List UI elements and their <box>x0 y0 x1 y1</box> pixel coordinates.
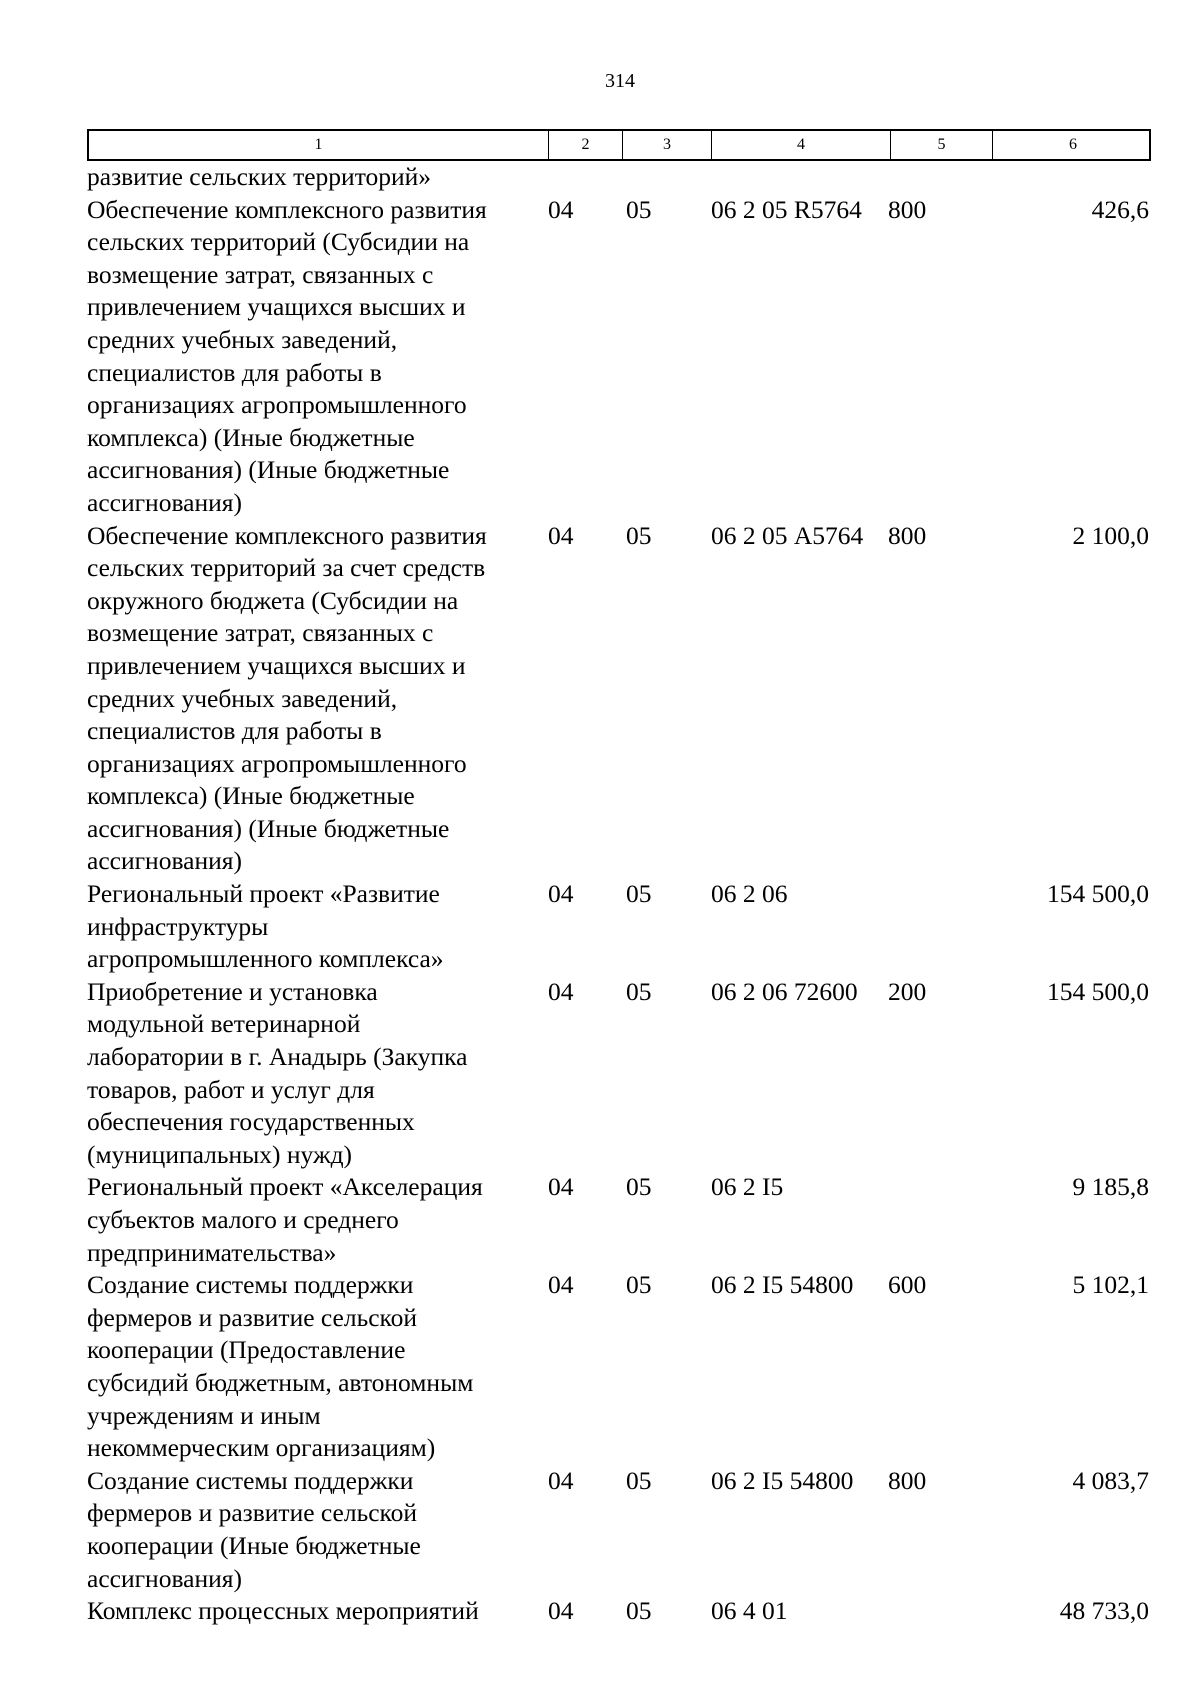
row-target-article: 06 2 I5 54800 <box>711 1270 854 1300</box>
row-subsection: 05 <box>626 976 652 1006</box>
row-name: Региональный проект «Развитие инфраструктуры агропромышленного комплекса» <box>87 879 444 974</box>
row-expense-type <box>888 1171 990 1269</box>
row-subsection: 05 <box>626 194 652 224</box>
row-name: Комплекс процессных мероприятий <box>87 1596 479 1626</box>
table-row <box>87 1595 1151 1628</box>
row-name: Обеспечение комплексного развития сельских территорий за счет средств окружного бюджета (Субсидии на возмещение затрат, связанных с привлечением учащихся высших и средних учебных заведений, специалистов для работы в организациях агропромышленного комплекса) (Иные бюджетные ассигнования) (Иные бюджетные ассигнования) <box>87 520 487 876</box>
row-target-article: 06 2 05 А5764 <box>711 520 864 550</box>
row-expense-type: 800 <box>888 194 927 224</box>
row-section: 04 <box>548 1270 574 1300</box>
row-amount: 9 185,8 <box>1072 1172 1149 1202</box>
table-row <box>87 1465 1151 1595</box>
row-target-article: 06 2 06 72600 <box>711 976 858 1006</box>
row-section: 04 <box>548 879 574 909</box>
row-expense-type <box>888 1595 990 1628</box>
row-subsection: 05 <box>626 1596 652 1626</box>
row-expense-type: 600 <box>888 1270 927 1300</box>
row-section: 04 <box>548 1465 574 1495</box>
row-name: развитие сельских территорий» <box>87 162 432 191</box>
row-expense-type: 800 <box>888 520 927 550</box>
row-amount: 4 083,7 <box>1072 1465 1149 1495</box>
row-target-article: 06 2 I5 54800 <box>711 1465 854 1495</box>
table-row <box>87 161 1151 194</box>
page-number: 314 <box>605 70 635 92</box>
row-name: Региональный проект «Акселерация субъектов малого и среднего предпринимательства» <box>87 1172 483 1267</box>
table-row <box>87 1269 1151 1465</box>
table-row <box>87 878 1151 976</box>
header-col-2: 2 <box>548 131 622 159</box>
row-name: Обеспечение комплексного развития сельских территорий (Субсидии на возмещение затрат, связанных с привлечением учащихся высших и средних учебных заведений, специалистов для работы в организациях агропромышленного комплекса) (Иные бюджетные ассигнования) (Иные бюджетные ассигнования) <box>87 194 487 517</box>
row-expense-type: 800 <box>888 1465 927 1495</box>
header-col-3: 3 <box>622 131 711 159</box>
row-amount: 2 100,0 <box>1072 520 1149 550</box>
table-row <box>87 976 1151 1172</box>
table-row <box>87 1171 1151 1269</box>
row-subsection <box>620 161 709 194</box>
table-row <box>87 520 1151 879</box>
row-section: 04 <box>548 1596 574 1626</box>
row-amount: 154 500,0 <box>1047 879 1149 909</box>
table-body <box>87 161 1151 1628</box>
row-subsection: 05 <box>626 520 652 550</box>
budget-table <box>87 129 1151 1628</box>
row-amount: 48 733,0 <box>1059 1596 1149 1626</box>
row-target-article: 06 4 01 <box>711 1596 788 1626</box>
header-col-4: 4 <box>711 131 890 159</box>
row-subsection: 05 <box>626 1172 652 1202</box>
row-subsection: 05 <box>626 879 652 909</box>
row-expense-type <box>888 161 990 194</box>
row-name: Приобретение и установка модульной ветеринарной лаборатории в г. Анадырь (Закупка товаров, работ и услуг для обеспечения государственных (муниципальных) нужд) <box>87 976 468 1169</box>
header-col-5: 5 <box>890 131 992 159</box>
row-section <box>546 161 620 194</box>
table-header <box>87 129 1151 161</box>
row-target-article: 06 2 05 R5764 <box>711 194 862 224</box>
row-amount <box>990 161 1151 194</box>
row-subsection: 05 <box>626 1465 652 1495</box>
row-target-article: 06 2 I5 <box>711 1172 784 1202</box>
row-target-article: 06 2 06 <box>711 879 788 909</box>
row-section: 04 <box>548 520 574 550</box>
row-section: 04 <box>548 194 574 224</box>
row-amount: 154 500,0 <box>1047 976 1149 1006</box>
table-row <box>87 194 1151 520</box>
row-amount: 426,6 <box>1091 194 1149 224</box>
row-section: 04 <box>548 976 574 1006</box>
row-expense-type <box>888 878 990 976</box>
row-expense-type: 200 <box>888 976 927 1006</box>
header-col-6: 6 <box>992 131 1153 159</box>
row-target-article <box>709 161 888 194</box>
row-subsection: 05 <box>626 1270 652 1300</box>
row-amount: 5 102,1 <box>1072 1270 1149 1300</box>
row-name: Создание системы поддержки фермеров и развитие сельской кооперации (Иные бюджетные ассигнования) <box>87 1465 421 1593</box>
row-section: 04 <box>548 1172 574 1202</box>
row-name: Создание системы поддержки фермеров и развитие сельской кооперации (Предоставление субсидий бюджетным, автономным учреждениям и иным некоммерческим организациям) <box>87 1270 474 1463</box>
header-col-1: 1 <box>314 136 323 153</box>
